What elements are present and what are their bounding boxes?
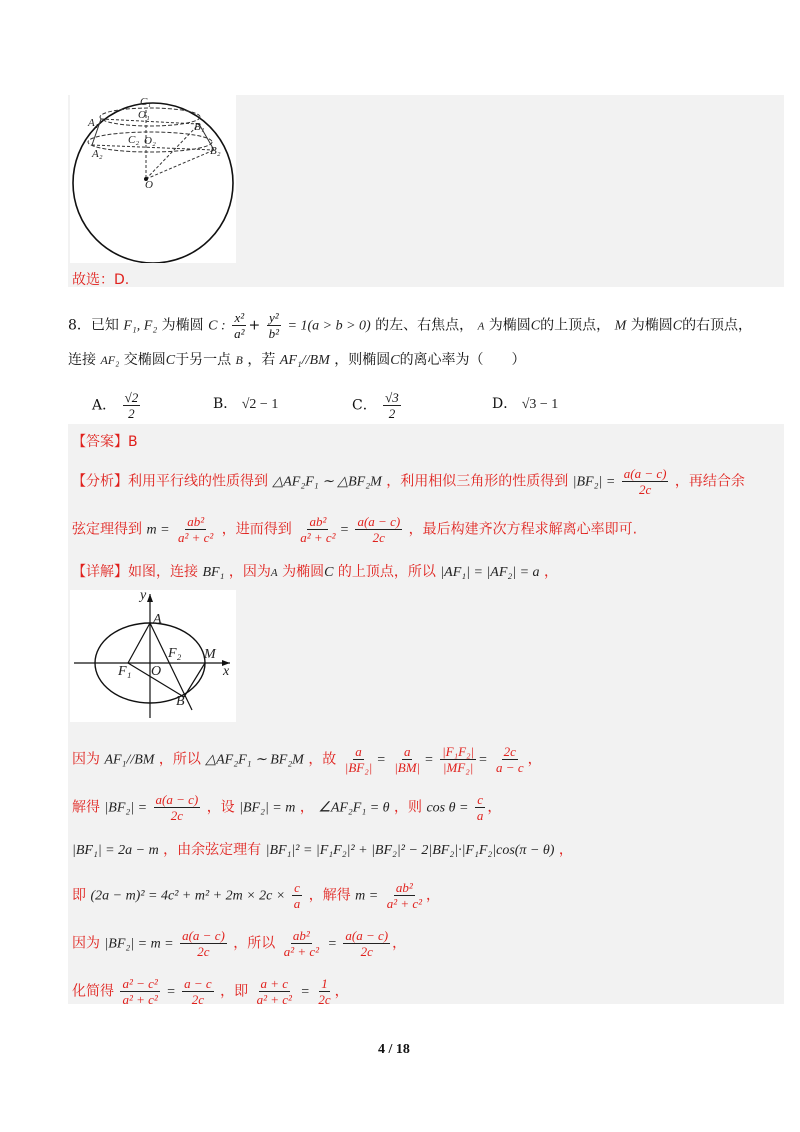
answer-line: 【答案】B [72,434,138,450]
step6-c: ，即 [220,983,249,1000]
step-2: 解得 |BF₂| = $\frac{a(a - c)}{2c}$ ，设 |BF₂| = m ， ∠AF₂F₁ = θ ，则 cos θ = $\frac{c}{a}$ ， [72,792,502,823]
step1-c: ，所以 [158,751,201,768]
step4-b: (2a − m)² = 4c² + m² + 2m × 2c × [90,888,286,904]
step6-frac1: $\frac{\text{a² − c²}}{\text{a² + c²}}$ [122,976,158,1007]
option-C-label: C． [352,397,377,414]
step2-frac2: $\frac{c}{a}$ [476,792,484,823]
step2-e: ， [299,799,314,816]
step1-d: △AF₂F₁ ∼ BF₂M [205,752,304,768]
sphere-figure [70,95,236,263]
label-C2: C₂ [128,134,140,146]
label-C1: C₁ [140,96,152,108]
q8-ellipse-name: C : [208,318,226,334]
detail-a2: 为椭圆 [282,564,325,580]
ell-label-B: B [176,694,185,709]
step4-frac1: $\frac{c}{a}$ [293,880,301,911]
ell-label-M: M [204,647,216,662]
option-C[interactable] [352,390,403,421]
ell-label-x: x [223,664,230,679]
q8-number: 8．已知 [68,317,119,334]
step2-b: |BF₂| = [104,800,148,816]
option-B-value: √2 − 1 [241,397,279,412]
q8-ellipse-eq-tail: = 1(a > b > 0) [287,318,371,334]
prev-choice-line: 故选：D. [72,272,130,288]
step2-g: ，则 [394,799,422,816]
q8-parallel: AF₁//BM [279,353,330,368]
analysis-line2-a: 弦定理得到 [72,521,142,538]
detail-abs-eq: |AF₁| = |AF₂| = a [440,565,540,580]
analysis-line2-c: ，最后构建齐次方程求解离心率即可. [408,521,638,538]
q8-mid1: 为椭圆 [161,317,204,334]
step5-frac2: $\frac{\text{ab²}}{\text{a² + c²}}$ [283,928,320,959]
q8-line2-e: ，则椭圆 [334,352,391,368]
option-B[interactable] [213,394,278,415]
option-D-value: √3 − 1 [521,397,559,412]
q8-line2-b: 交椭圆 [123,352,166,368]
option-A-value: $\frac{√2}{2}$ [124,390,139,421]
step5-c: ，所以 [233,935,276,952]
step3-c: |BF₁|² = |F₁F₂|² + |BF₂|² − 2|BF₂|·|F₁F₂|cos(π − θ) [265,843,555,858]
q8-line2-f: 的离心率为（ ） [399,352,526,368]
step6-frac4: $\frac{1}{2c}$ [318,976,331,1007]
detail-head: 【详解】如图，连接 [72,564,198,580]
step6-frac2: $\frac{a - c}{2c}$ [184,976,212,1007]
q8-text5: 的右顶点， [682,317,753,334]
step2-h: cos θ = [426,800,469,816]
step1-a: 因为 [72,751,100,768]
q8-text1: 的左、右焦点， [375,317,474,334]
ell-label-F2: F₂ [168,646,182,661]
question-8-line1: 8．已知 F₁, F₂ 为椭圆 C : $\frac{\text{x²}}{\text{a²}}$ + $\frac{\text{y²}}{\text{b²}}$ = 1(a > b > 0) 的左、右焦点， A 为椭圆C的上顶点， M 为椭圆C的右顶点， [68,310,753,341]
detail-a1: ，因为 [228,564,271,580]
q8-frac-x: $\frac{\text{x²}}{\text{a²}}$ [234,310,245,341]
ell-label-y: y [140,588,147,603]
step2-frac1: $\frac{a(a - c)}{2c}$ [155,792,199,823]
detail-line: 【详解】如图，连接 BF₁ ，因为A 为椭圆C 的上顶点，所以 |AF₁| = |AF₂| = a ， [72,564,559,580]
analysis-head: 【分析】利用平行线的性质得到 [72,473,268,490]
option-B-label: B． [213,396,238,412]
step4-a: 即 [72,887,86,904]
step2-c: ，设 [206,799,235,816]
q8-B: B [235,353,243,367]
q8-line2-a: 连接 [68,352,96,368]
analysis-line1 [72,466,745,497]
ellipse-figure [70,590,236,722]
analysis-similar: △AF₂F₁ ∼ △BF₂M [272,474,382,490]
detail-a3: 的上顶点，所以 [337,564,436,580]
label-A1: A₁ [88,117,99,129]
analysis-line2-b: ，进而得到 [221,521,292,538]
step5-frac1: $\frac{a(a - c)}{2c}$ [182,928,225,959]
analysis-m-eq: m = [146,522,170,538]
analysis-frac2: $\frac{\text{ab²}}{\text{a² + c²}}$ [177,514,214,545]
q8-foci: F₁, F₂ [123,318,158,334]
ell-label-F1: F₁ [118,664,132,679]
q8-M: M [614,318,627,334]
detail-bf1: BF₁ [202,565,225,580]
step1-frac2: $\frac{a}{|BM|}$ [394,744,421,775]
step5-frac3: $\frac{a(a - c)}{2c}$ [345,928,389,959]
ell-label-O: O [151,664,162,679]
step4-d: m = [355,888,379,904]
option-C-value: $\frac{√3}{2}$ [385,390,399,421]
step4-c: ，解得 [308,887,351,904]
step2-d: |BF₂| = m [239,800,296,816]
q8-text4: 为椭圆 [630,317,673,334]
step-1: 因为 AF₁//BM ，所以 △AF₂F₁ ∼ BF₂M ，故 $\frac{a}{\text{|BF₂|}}$ = $\frac{a}{|BM|}$ = $\frac{\text{|F₁F₂|}}{\text{|MF₂|}}$ = $\frac{2c}{a - c}$ ， [72,744,542,775]
option-D-label: D． [492,396,518,412]
label-O2: O₂ [144,135,156,147]
ell-label-A: A [153,612,162,627]
step3-b: ，由余弦定理有 [163,842,262,858]
q8-AF2: AF₂ [100,353,120,367]
label-B1: B₁ [194,121,205,133]
step-6: 化简得 $\frac{\text{a² − c²}}{\text{a² + c²}}$ = $\frac{a - c}{2c}$ ，即 $\frac{a + c}{\text{a² + c²}}$ = $\frac{1}{2c}$ ， [72,976,349,1007]
step-3 [72,840,573,861]
step5-b: |BF₂| = m = [104,936,174,952]
analysis-frac1: $\frac{a(a - c)}{2c}$ [623,466,667,497]
option-A[interactable] [92,390,142,421]
analysis-tail: ，再结合余 [674,473,745,490]
step6-frac3: $\frac{a + c}{\text{a² + c²}}$ [256,976,292,1007]
label-O1: O₁ [138,109,150,121]
analysis-line2: 弦定理得到 m = $\frac{\text{ab²}}{\text{a² + c²}}$ ，进而得到 $\frac{\text{ab²}}{\text{a² + c²}}$ = $\frac{a(a - c)}{2c}$ ，最后构建齐次方程求解离心率即可. [72,514,638,545]
analysis-frac3: $\frac{\text{ab²}}{\text{a² + c²}}$ [300,514,336,545]
option-A-label: A． [92,397,117,414]
step3-d: ， [558,842,573,858]
step1-frac4: $\frac{2c}{a - c}$ [496,744,524,775]
analysis-mid: ，利用相似三角形的性质得到 [386,473,569,490]
step1-frac3: $\frac{\text{|F₁F₂|}}{\text{|MF₂|}}$ [442,744,475,775]
step1-e: ，故 [308,751,337,768]
step2-a: 解得 [72,799,100,816]
step5-d: = [327,936,337,952]
q8-line2-c: 于另一点 [175,352,232,368]
q8-text2: 为椭圆 [488,317,531,334]
label-A2: A₂ [92,148,103,160]
step-4: 即 (2a − m)² = 4c² + m² + 2m × 2c × $\frac{c}{a}$ ，解得 m = $\frac{\text{ab²}}{\text{a² + c²}}$ ， [72,880,441,911]
step6-a: 化简得 [72,983,114,1000]
option-D[interactable] [492,394,558,415]
step3-a: |BF₁| = 2a − m [72,843,159,858]
question-8-line2: 连接 AF₂ 交椭圆C于另一点 B ，若 AF₁//BM ，则椭圆C的离心率为（ ） [68,352,526,368]
detail-end: ， [544,564,559,580]
label-O: O [145,179,153,191]
q8-frac-y: $\frac{\text{y²}}{\text{b²}}$ [268,310,280,341]
label-B2: B₂ [210,145,221,157]
step5-a: 因为 [72,935,100,952]
step1-b: AF₁//BM [104,752,155,768]
page-number: 4 / 18 [378,1042,410,1057]
step-5: 因为 |BF₂| = m = $\frac{a(a - c)}{2c}$ ，所以 $\frac{\text{ab²}}{\text{a² + c²}}$ = $\frac{a(a - c)}{2c}$ ， [72,928,407,959]
step1-frac1: $\frac{a}{\text{|BF₂|}}$ [344,744,373,775]
analysis-bf2: |BF₂| = [572,474,616,490]
step6-d: = [300,984,310,1000]
step4-frac2: $\frac{\text{ab²}}{\text{a² + c²}}$ [386,880,423,911]
step2-f: ∠AF₂F₁ = θ [318,800,390,816]
q8-text3: 的上顶点， [540,317,611,334]
q8-A: A [477,320,485,333]
step6-b: = [166,984,176,1000]
q8-line2-d: ，若 [247,352,276,368]
analysis-frac4: $\frac{a(a - c)}{2c}$ [357,514,401,545]
